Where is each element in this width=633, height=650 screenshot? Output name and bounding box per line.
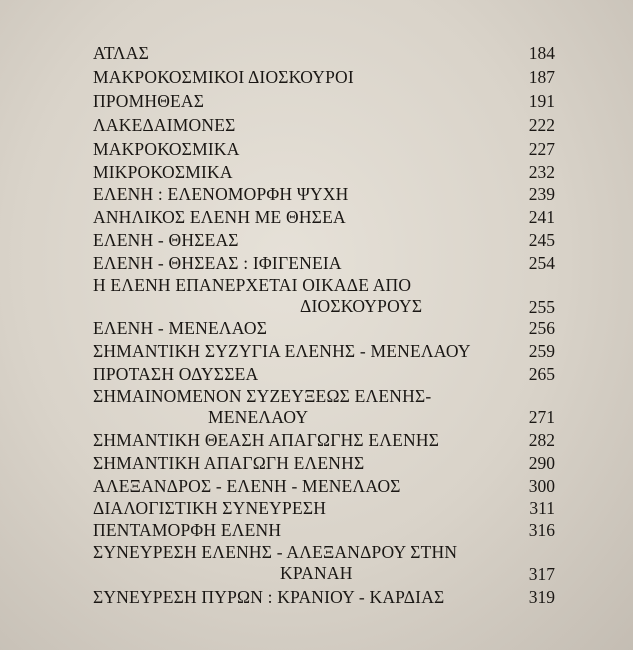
toc-entry-title: ΔΙΑΛΟΓΙΣΤΙΚΗ ΣΥΝΕΥΡΕΣΗ bbox=[93, 498, 327, 518]
toc-entry-title-continuation: ΔΙΟΣΚΟΥΡΟΥΣ bbox=[300, 296, 423, 316]
toc-entry-title: ΛΑΚΕΔΑΙΜΟΝΕΣ bbox=[93, 115, 236, 135]
toc-entry-page-number: 255 bbox=[528, 297, 555, 317]
toc-entry-title: ΑΝΗΛΙΚΟΣ ΕΛΕΝΗ ΜΕ ΘΗΣΕΑ bbox=[93, 207, 346, 227]
toc-entry-page-number: 187 bbox=[528, 67, 555, 87]
toc-entry-page-number: 191 bbox=[528, 91, 555, 111]
toc-entry-title: ΕΛΕΝΗ : ΕΛΕΝΟΜΟΡΦΗ ΨΥΧΗ bbox=[93, 184, 349, 204]
toc-entry-title: ΜΑΚΡΟΚΟΣΜΙΚΑ bbox=[93, 139, 240, 159]
toc-entry-title: Η ΕΛΕΝΗ ΕΠΑΝΕΡΧΕΤΑΙ ΟΙΚΑΔΕ ΑΠΟ bbox=[93, 275, 412, 295]
toc-entry-page-number: 317 bbox=[528, 564, 555, 584]
toc-entry-title: ΠΕΝΤΑΜΟΡΦΗ ΕΛΕΝΗ bbox=[93, 520, 282, 540]
toc-entry-title: ΑΛΕΞΑΝΔΡΟΣ - ΕΛΕΝΗ - ΜΕΝΕΛΑΟΣ bbox=[93, 476, 401, 496]
toc-entry-page-number: 290 bbox=[528, 453, 555, 473]
toc-entry-page-number: 232 bbox=[528, 162, 555, 182]
toc-entry-page-number: 241 bbox=[528, 207, 555, 227]
toc-entry-page-number: 316 bbox=[528, 520, 555, 540]
toc-entry-page-number: 245 bbox=[528, 230, 555, 250]
toc-entry-page-number: 239 bbox=[528, 184, 555, 204]
toc-entry-title: ΣΗΜΑΝΤΙΚΗ ΘΕΑΣΗ ΑΠΑΓΩΓΗΣ ΕΛΕΝΗΣ bbox=[93, 430, 440, 450]
toc-entry-title: ΣΥΝΕΥΡΕΣΗ ΕΛΕΝΗΣ - ΑΛΕΞΑΝΔΡΟΥ ΣΤΗΝ bbox=[93, 542, 458, 562]
toc-entry-title: ΑΤΛΑΣ bbox=[93, 43, 150, 63]
toc-entry-page-number: 184 bbox=[528, 43, 555, 63]
toc-entry-title: ΜΑΚΡΟΚΟΣΜΙΚΟΙ ΔΙΟΣΚΟΥΡΟΙ bbox=[93, 67, 354, 87]
toc-entry-page-number: 300 bbox=[528, 476, 555, 496]
toc-entry-title: ΕΛΕΝΗ - ΜΕΝΕΛΑΟΣ bbox=[93, 318, 268, 338]
toc-entry-title: ΣΗΜΑΝΤΙΚΗ ΣΥΖΥΓΙΑ ΕΛΕΝΗΣ - ΜΕΝΕΛΑΟΥ bbox=[93, 341, 471, 361]
toc-entry-page-number: 311 bbox=[529, 498, 555, 518]
toc-entry-page-number: 265 bbox=[528, 364, 555, 384]
toc-entry-title: ΕΛΕΝΗ - ΘΗΣΕΑΣ bbox=[93, 230, 239, 250]
toc-entry-title: ΣΗΜΑΙΝΟΜΕΝΟΝ ΣΥΖΕΥΞΕΩΣ ΕΛΕΝΗΣ- bbox=[93, 386, 432, 406]
toc-entry-page-number: 282 bbox=[528, 430, 555, 450]
toc-entry-title-continuation: ΜΕΝΕΛΑΟΥ bbox=[208, 407, 309, 427]
toc-entry-title-continuation: ΚΡΑΝΑΗ bbox=[280, 563, 353, 583]
toc-entry-title: ΠΡΟΤΑΣΗ ΟΔΥΣΣΕΑ bbox=[93, 364, 259, 384]
toc-entry-page-number: 319 bbox=[528, 587, 555, 607]
toc-entry-page-number: 254 bbox=[528, 253, 555, 273]
toc-entry-page-number: 222 bbox=[528, 115, 555, 135]
toc-entry-title: ΕΛΕΝΗ - ΘΗΣΕΑΣ : ΙΦΙΓΕΝΕΙΑ bbox=[93, 253, 342, 273]
toc-entry-page-number: 256 bbox=[528, 318, 555, 338]
toc-entry-page-number: 227 bbox=[528, 139, 555, 159]
toc-entry-page-number: 259 bbox=[528, 341, 555, 361]
toc-entry-title: ΠΡΟΜΗΘΕΑΣ bbox=[93, 91, 205, 111]
toc-entry-title: ΣΗΜΑΝΤΙΚΗ ΑΠΑΓΩΓΗ ΕΛΕΝΗΣ bbox=[93, 453, 365, 473]
toc-entry-title: ΣΥΝΕΥΡΕΣΗ ΠΥΡΩΝ : ΚΡΑΝΙΟΥ - ΚΑΡΔΙΑΣ bbox=[93, 587, 445, 607]
toc-entry-title: ΜΙΚΡΟΚΟΣΜΙΚΑ bbox=[93, 162, 233, 182]
toc-entry-page-number: 271 bbox=[528, 407, 555, 427]
